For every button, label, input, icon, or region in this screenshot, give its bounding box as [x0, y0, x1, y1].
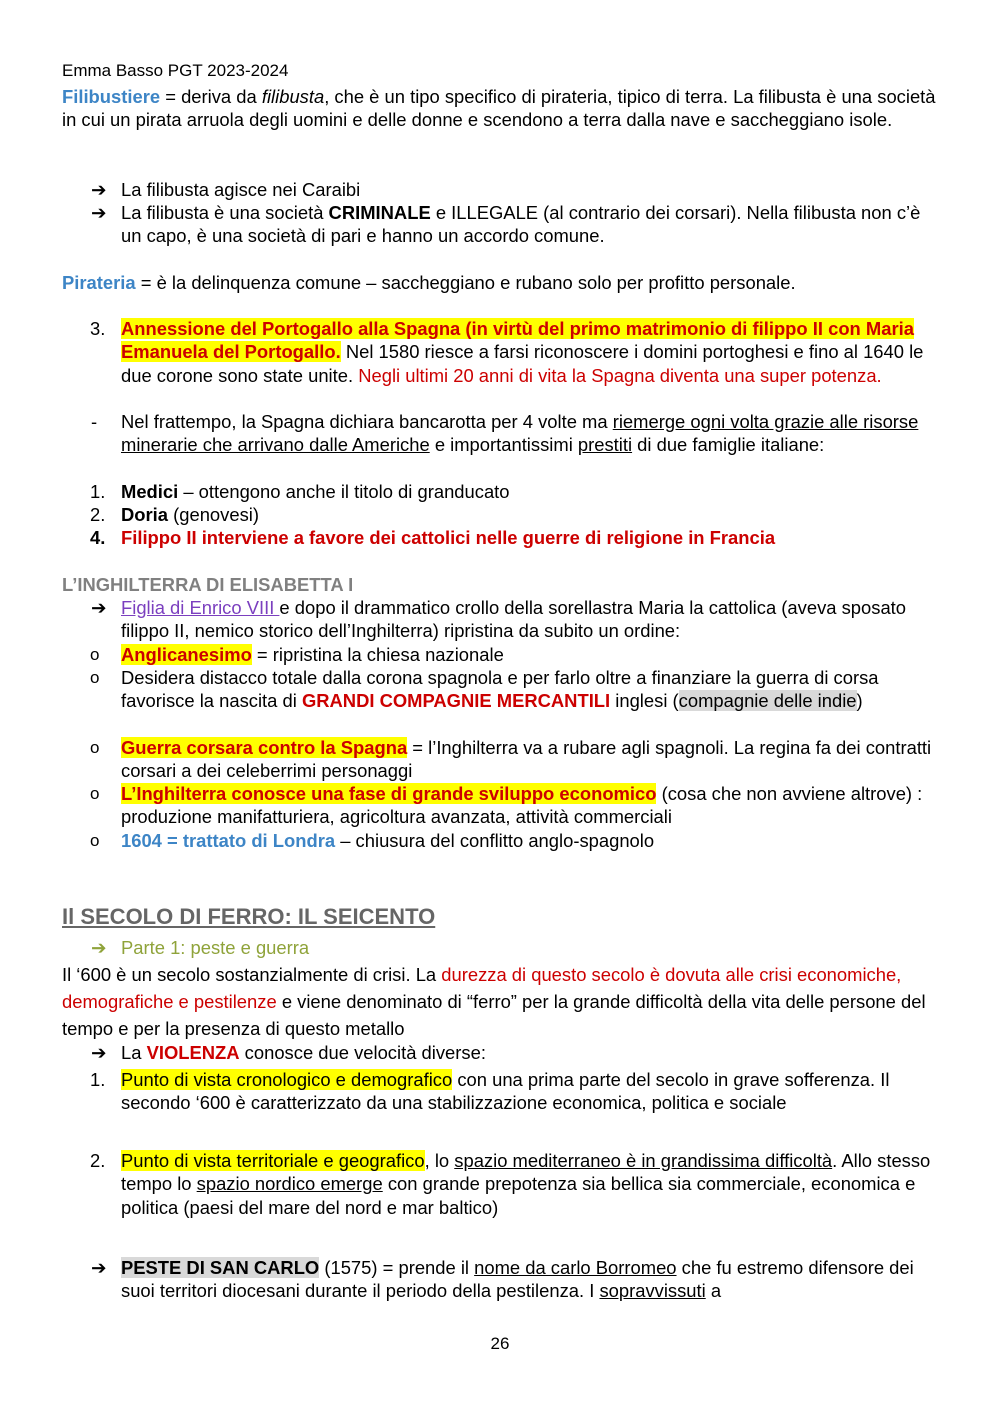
bullet-trattato-londra: o 1604 = trattato di Londra – chiusura del conflitto anglo-spagnolo — [90, 830, 655, 851]
bullet-compagnie: o Desidera distacco totale dalla corona spagnola e per farlo oltre a finanziare la guerra di corsa favorisce la nascita di GRANDI COMPAGNIE MERCANTILI inglesi (compagnie delle indie) — [90, 667, 879, 712]
pirateria-paragraph: Pirateria = è la delinquenza comune – saccheggiano e rubano solo per profitto personale. — [62, 272, 796, 293]
bullet-filibusta-caraibi: ➔ La filibusta agisce nei Caraibi — [62, 178, 942, 201]
term-pirateria: Pirateria — [62, 272, 136, 293]
list-item-bancarotta: - Nel frattempo, la Spagna dichiara bancarotta per 4 volte ma riemerge ogni volta grazie alle risorse minerarie che arrivano dalle Americhe e importantissimi prestiti di due famiglie italiane: — [91, 411, 919, 456]
right-arrow-icon: ➔ — [91, 202, 107, 223]
right-arrow-icon: ➔ — [91, 1257, 107, 1278]
bullet-anglicanesimo: o Anglicanesimo = ripristina la chiesa nazionale — [90, 644, 504, 665]
page-header: Emma Basso PGT 2023-2024 — [62, 61, 289, 80]
list-item-territoriale: 2. Punto di vista territoriale e geografico, lo spazio mediterraneo è in grandissima difficoltà. Allo stesso tempo lo spazio nordico emerge con grande prepotenza sia bellica sia commerciale, economica e politica (paesi del mare del nord e mar baltico) — [90, 1150, 931, 1218]
list-item-filippo: 4. Filippo II interviene a favore dei cattolici nelle guerre di religione in Francia — [90, 527, 776, 548]
bullet-sviluppo: o L’Inghilterra conosce una fase di grande sviluppo economico (cosa che non avviene altrove) : produzione manifatturiera, agricoltura avanzata, attività commerciali — [90, 783, 923, 828]
list-item-annessione: 3. Annessione del Portogallo alla Spagna (in virtù del primo matrimonio di filippo II con Maria Emanuela del Portogallo. Nel 1580 riesce a farsi riconoscere i domini portoghesi e fino al 1640 le due corone sono state unite. Negli ultimi 20 anni di vita la Spagna diventa una super potenza. — [90, 318, 924, 386]
right-arrow-icon: ➔ — [91, 1042, 107, 1063]
seicento-paragraph: Il ‘600 è un secolo sostanzialmente di crisi. La durezza di questo secolo è dovuta alle crisi economiche, demografiche e pestilenze e viene denominato di “ferro” per la grande difficoltà della vita delle persone del tempo e per la presenza di questo metallo — [62, 964, 926, 1039]
section-title-elisabetta: L’INGHILTERRA DI ELISABETTA I — [62, 574, 354, 595]
bullet-violenza: ➔ La VIOLENZA conosce due velocità diverse: — [62, 1041, 942, 1064]
bullet-peste-san-carlo: ➔ PESTE DI SAN CARLO (1575) = prende il nome da carlo Borromeo che fu estremo difensore dei suoi territori diocesani durante il periodo della pestilenza. I sopravvissuti a — [62, 1256, 942, 1303]
bullet-guerra-corsara: o Guerra corsara contro la Spagna = l’Inghilterra va a rubare agli spagnoli. La regina fa dei contratti corsari a dei celeberrimi personaggi — [90, 737, 932, 782]
list-item-doria: 2. Doria (genovesi) — [90, 504, 259, 525]
bullet-parte-1: ➔ Parte 1: peste e guerra — [62, 936, 942, 959]
right-arrow-icon: ➔ — [91, 937, 107, 958]
right-arrow-icon: ➔ — [91, 179, 107, 200]
bullet-filibusta-criminale: ➔ La filibusta è una società CRIMINALE e ILLEGALE (al contrario dei corsari). Nella filibusta non c’è un capo, è una società di pari e hanno un accordo comune. — [62, 201, 942, 248]
filibustieri-paragraph: Filibustiere = deriva da filibusta, che è un tipo specifico di pirateria, tipico di terra. La filibusta è una società in cui un pirata arruola degli uomini e delle donne e scendono a terra dalla nave e saccheggiano isole. — [62, 86, 936, 131]
list-item-medici: 1. Medici – ottengono anche il titolo di granducato — [90, 481, 510, 502]
term-filibustiere: Filibustiere — [62, 86, 161, 107]
link-figlia-enrico[interactable]: Figlia di Enrico VIII — [121, 597, 280, 618]
list-item-cronologico: 1. Punto di vista cronologico e demografico con una prima parte del secolo in grave sofferenza. Il secondo ‘600 è caratterizzato da una stabilizzazione economica, politica e sociale — [90, 1069, 890, 1114]
page-number: 26 — [490, 1334, 510, 1353]
bullet-figlia-enrico: ➔ Figlia di Enrico VIII e dopo il drammatico crollo della sorellastra Maria la cattolica (aveva sposato filippo II, nemico storico dell’Inghilterra) ripristina da subito un ordine: — [62, 596, 942, 643]
right-arrow-icon: ➔ — [91, 597, 107, 618]
section-title-seicento: Il SECOLO DI FERRO: IL SEICENTO — [62, 904, 436, 929]
